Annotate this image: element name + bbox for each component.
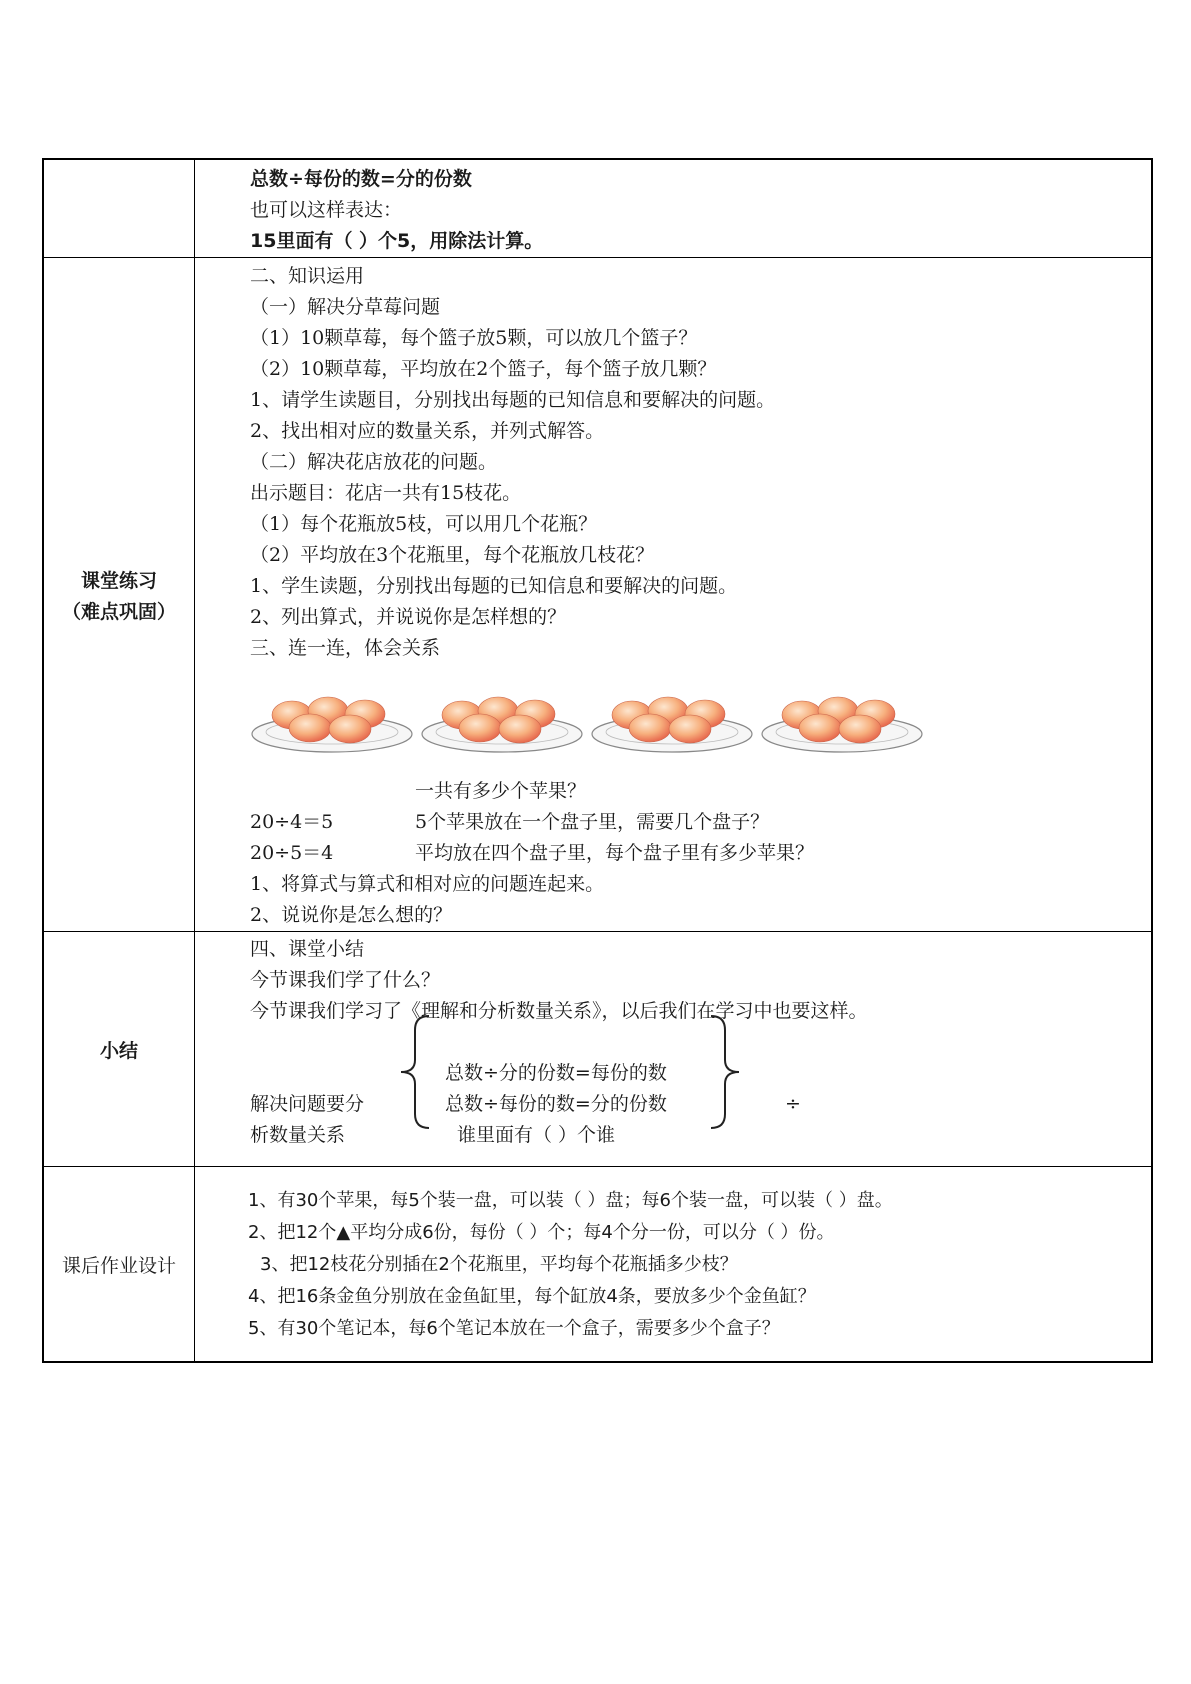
text-line: 2、找出相对应的数量关系，并列式解答。 [250, 420, 605, 442]
text-line: 1、将算式与算式和相对应的问题连起来。 [250, 873, 605, 895]
match-equation: 20÷5＝4 [250, 842, 334, 864]
label-line: 课堂练习 [80, 569, 157, 592]
text-line: 1、请学生读题目，分别找出每题的已知信息和要解决的问题。 [250, 389, 776, 411]
summary-left-text: 析数量关系 [250, 1124, 346, 1146]
row-label-summary: 小结 [43, 932, 195, 1167]
table-row [43, 258, 1152, 932]
right-brace-icon [705, 1012, 745, 1132]
text-line: （二）解决花店放花的问题。 [250, 451, 498, 473]
left-brace-icon [395, 1012, 435, 1132]
row-label-homework: 课后作业设计 [43, 1167, 195, 1363]
apple-plates-image [250, 692, 930, 762]
match-pair [250, 807, 1151, 838]
row-label-practice [43, 258, 195, 932]
summary-answer: 今节课我们学习了《理解和分析数量关系》，以后我们在学习中也要这样。 [250, 1000, 868, 1022]
text-line: 也可以这样表达： [250, 199, 403, 221]
table-row [43, 159, 1152, 258]
homework-item: 5、有30个笔记本，每6个笔记本放在一个盒子，需要多少个盒子？ [248, 1318, 780, 1339]
row-content-homework [195, 1167, 1153, 1363]
formula-line: 总数÷每份的数=分的份数 [250, 168, 472, 190]
text-line: 1、学生读题，分别找出每题的已知信息和要解决的问题。 [250, 575, 738, 597]
relation-line: 总数÷分的份数=每份的数 [445, 1062, 667, 1084]
relation-line: 总数÷每份的数=分的份数 [445, 1093, 667, 1115]
text-line: （2）平均放在3个花瓶里，每个花瓶放几枝花？ [250, 544, 655, 566]
text-line: （1）10颗草莓，每个篮子放5颗，可以放几个篮子？ [250, 327, 698, 349]
text-line: 二、知识运用 [250, 265, 365, 287]
match-question: 一共有多少个苹果？ [415, 780, 587, 802]
summary-heading: 四、课堂小结 [250, 938, 365, 960]
text-line: （一）解决分草莓问题 [250, 296, 441, 318]
text-line: 三、连一连，体会关系 [250, 637, 441, 659]
label-line: （难点巩固） [61, 600, 176, 623]
formula-line: 15里面有（ ）个5，用除法计算。 [250, 230, 544, 252]
text-line: 2、列出算式，并说说你是怎样想的？ [250, 606, 567, 628]
summary-left-text: 解决问题要分 [250, 1093, 365, 1115]
homework-item: 3、把12枝花分别插在2个花瓶里，平均每个花瓶插多少枝？ [260, 1254, 738, 1275]
homework-item: 2、把12个▲平均分成6份，每份（ ）个；每4个分一份，可以分（ ）份。 [248, 1222, 835, 1243]
homework-item: 1、有30个苹果，每5个装一盘，可以装（ ）盘；每6个装一盘，可以装（ ）盘。 [248, 1190, 893, 1211]
division-symbol: ÷ [785, 1093, 801, 1115]
summary-question: 今节课我们学了什么？ [250, 969, 441, 991]
row-content-summary [195, 932, 1153, 1167]
match-question: 平均放在四个盘子里，每个盘子里有多少苹果？ [415, 842, 815, 864]
row-content-formula [195, 159, 1153, 258]
text-line: 出示题目：花店一共有15枝花。 [250, 482, 522, 504]
relation-line: 谁里面有（ ）个谁 [457, 1124, 616, 1146]
match-pair [250, 838, 1151, 869]
homework-item: 4、把16条金鱼分别放在金鱼缸里，每个缸放4条，要放多少个金鱼缸？ [248, 1286, 816, 1307]
text-line: 2、说说你是怎么想的？ [250, 904, 453, 926]
match-equation: 20÷4＝5 [250, 811, 334, 833]
lesson-plan-table [42, 158, 1153, 1363]
table-row [43, 932, 1152, 1167]
text-line: （1）每个花瓶放5枝，可以用几个花瓶？ [250, 513, 598, 535]
text-line: （2）10颗草莓，平均放在2个篮子，每个篮子放几颗？ [250, 358, 717, 380]
row-label-empty [43, 159, 195, 258]
apple-plates-illustration [250, 664, 1151, 776]
table-row [43, 1167, 1152, 1363]
row-content-practice [195, 258, 1153, 932]
match-question: 5个苹果放在一个盘子里，需要几个盘子？ [415, 811, 770, 833]
